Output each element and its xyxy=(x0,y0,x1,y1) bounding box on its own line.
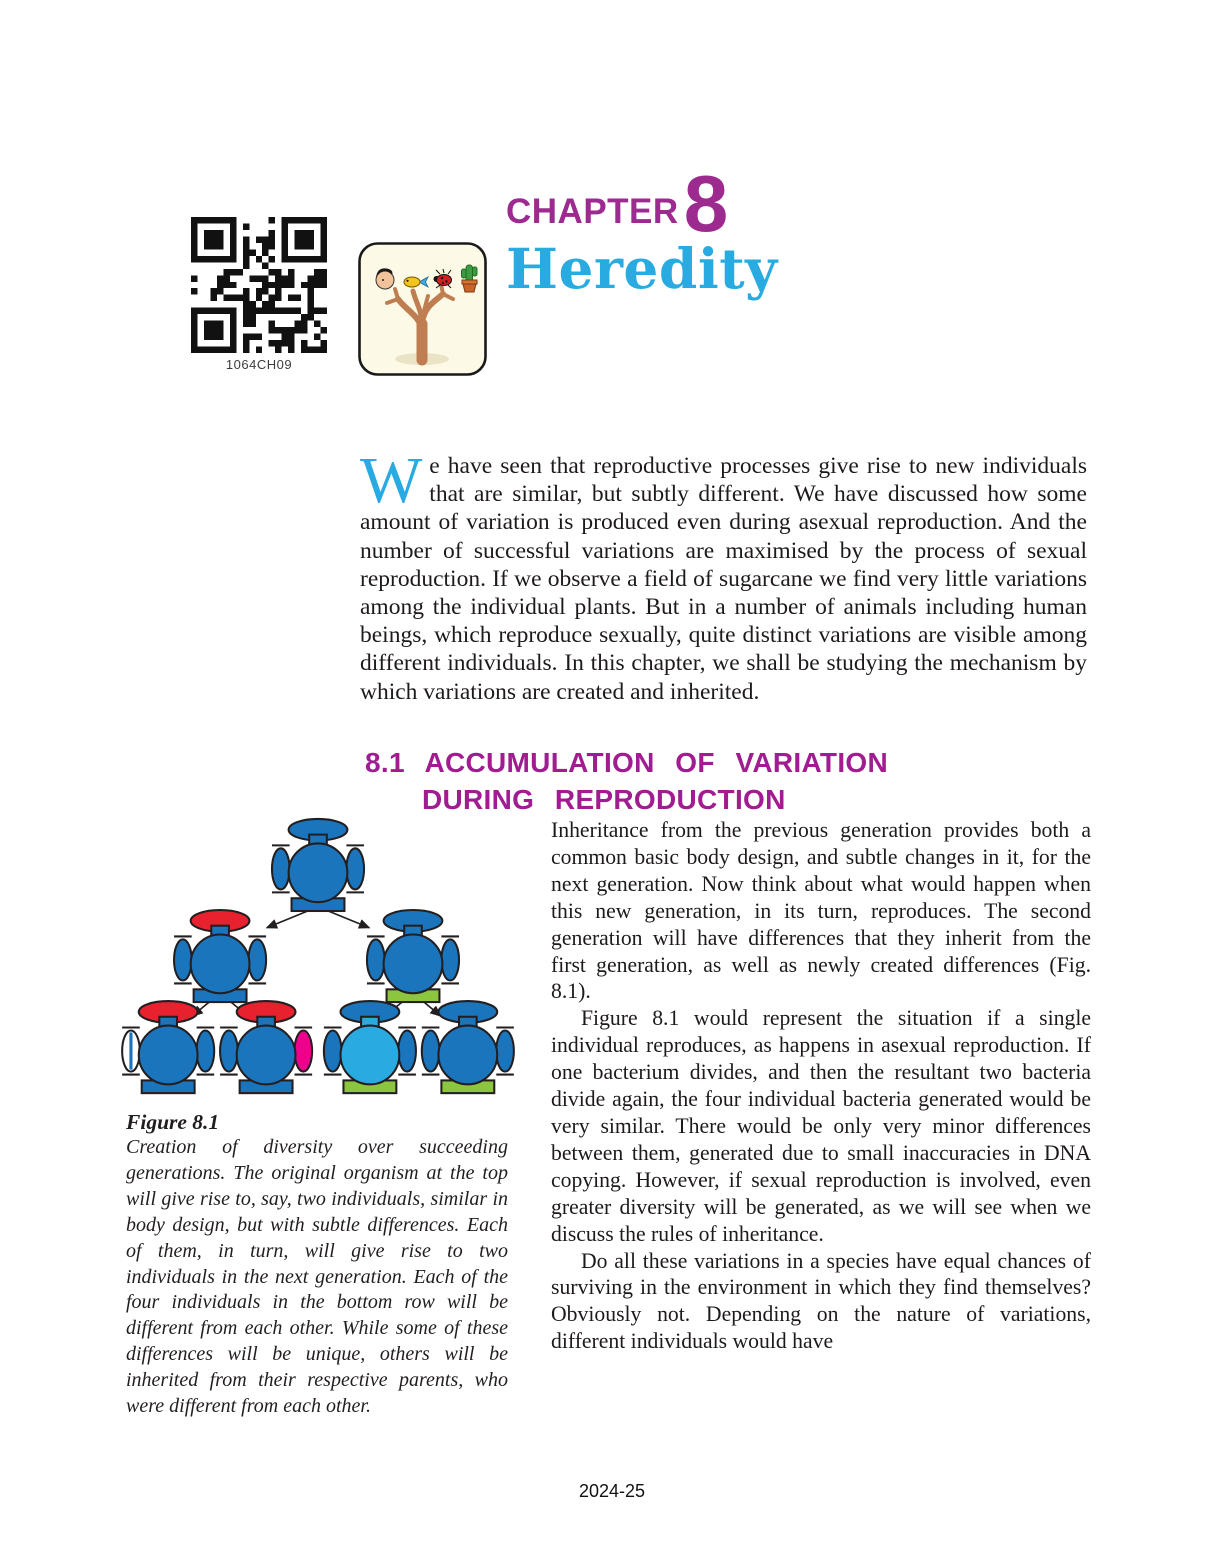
chapter-word: CHAPTER xyxy=(506,192,679,231)
qr-code-block xyxy=(189,217,329,372)
paragraph: Figure 8.1 would represent the situation if a single individual reproduces, as happens in asexual reproduction. If one bacterium divides, and then the resultant two bacteria divide again, the four individual bacteria generated would be very similar. There would be only very minor differences between them, generated due to small inaccuracies in DNA copying. However, if sexual reproduction is involved, even greater diversity will be generated, as we will see when we discuss the rules of inheritance. xyxy=(551,1006,1091,1246)
section-heading xyxy=(365,744,888,818)
intro-text: e have seen that reproductive processes give rise to new individuals that are similar, but subtly different. We have discussed how some amount of variation is produced even during asexual reproduction. And the number of successful variations are maximised by the process of sexual reproduction. If we observe a field of sugarcane we find very little variations among the individual plants. But in a number of animals including human beings, which reproduce sexually, quite distinct variations are visible among different individuals. In this chapter, we shall be studying the mechanism by which variations are created and inherited. xyxy=(360,453,1087,705)
generation-diagram xyxy=(112,816,524,1100)
chapter-title: Heredity xyxy=(506,236,778,301)
page-footer-year: 2024-25 xyxy=(578,1481,646,1501)
body-text-column xyxy=(551,817,1091,1355)
intro-paragraph xyxy=(360,444,1087,706)
chapter-illustration xyxy=(358,242,487,381)
organism-gen2 xyxy=(174,910,266,1002)
figure-8-1 xyxy=(112,816,530,1420)
figure-caption-text: Creation of diversity over succeeding generations. The original organism at the top will give rise to, say, two individuals, similar in body design, but with subtle differences. Each of them, in turn, will give rise to two individuals in the next generation. Each of the four individuals in the bottom row will be different from each other. While some of these differences will be unique, others will be inherited from their respective parents, who were different from each other. xyxy=(126,1136,508,1418)
figure-label: Figure 8.1 xyxy=(126,1110,220,1134)
figure-caption xyxy=(112,1109,508,1420)
paragraph: Inheritance from the previous generation provides both a common basic body design, and subtle changes in it, for the next generation. Now think about what would happen when this new generation, in its turn, reproduces. The second generation will have differences that they inherit from the first generation, as well as newly created differences (Fig. 8.1). xyxy=(551,818,1091,1004)
section-heading-line2: DURING REPRODUCTION xyxy=(422,784,786,815)
qr-code-label: 1064CH09 xyxy=(225,357,293,372)
chapter-number: 8 xyxy=(683,159,729,248)
organism-gen3 xyxy=(324,1001,416,1093)
organism-gen2 xyxy=(367,910,459,1002)
organism-gen3 xyxy=(220,1001,312,1093)
organism-gen3 xyxy=(422,1001,514,1093)
section-heading-line1: 8.1 ACCUMULATION OF VARIATION xyxy=(365,747,889,778)
drop-cap: W xyxy=(360,444,423,517)
chapter-heading xyxy=(506,159,778,301)
qr-code-icon xyxy=(189,217,329,353)
organism-gen1 xyxy=(272,819,364,911)
organism-gen3 xyxy=(122,1001,214,1093)
human-head-icon xyxy=(376,268,394,289)
paragraph: Do all these variations in a species have equal chances of surviving in the environment in which they find themselves? Obviously not. Depending on the nature of variations, different individuals would have xyxy=(551,1248,1091,1354)
tree-of-life-icon xyxy=(358,242,487,376)
